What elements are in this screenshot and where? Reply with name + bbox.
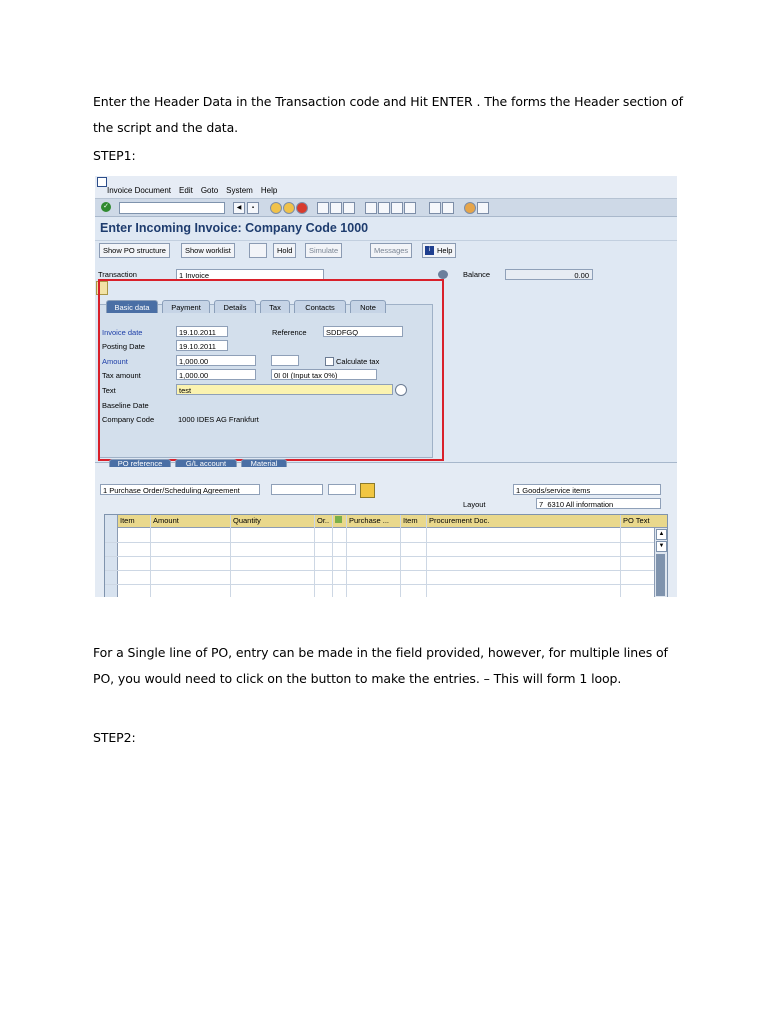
explanation-paragraph: For a Single line of PO, entry can be made in the field provided, however, for multiple lines of PO, you would need to click on the button to make the entries. – This will form 1 loop. [93,645,668,686]
help-button-label: Help [437,246,453,255]
posting-date-label: Posting Date [102,342,145,351]
simulate-button[interactable]: Simulate [305,243,342,258]
col-status[interactable] [332,515,346,527]
table-scrollbar[interactable] [654,528,667,597]
tab-payment[interactable]: Payment [162,300,210,313]
scroll-down-icon[interactable]: ▼ [656,541,667,552]
invoice-date-field[interactable]: 19.10.2011 [176,326,228,337]
col-order-unit[interactable]: Or.. [314,515,332,527]
menu-system[interactable]: System [226,186,253,195]
help-icon[interactable] [464,202,476,214]
messages-button[interactable]: Messages [370,243,412,258]
document-icon[interactable] [97,177,107,187]
menu-invoice-document[interactable]: Invoice Document [107,186,172,195]
table-row[interactable] [105,542,667,557]
layout-select[interactable]: 7_6310 All information [536,498,661,509]
menu-goto[interactable]: Goto [200,186,219,195]
col-quantity[interactable]: Quantity [230,515,314,527]
print-icon[interactable] [317,202,329,214]
text-field[interactable]: test [176,384,393,395]
po-type-select[interactable]: 1 Purchase Order/Scheduling Agreement [100,484,260,495]
sap-screenshot [95,176,677,597]
transaction-select[interactable]: 1 Invoice [176,269,324,280]
standard-toolbar [95,199,677,217]
company-code-value: 1000 IDES AG Frankfurt [178,415,259,424]
intro-paragraph: Enter the Header Data in the Transaction code and Hit ENTER . The forms the Header section of the script and the data. [93,94,683,135]
scroll-up-icon[interactable]: ▲ [656,529,667,540]
menu-items [107,186,277,195]
posting-date-field[interactable]: 19.10.2011 [176,340,228,351]
balance-field: 0.00 [505,269,593,280]
layout-label: Layout [463,500,486,509]
table-row[interactable] [105,570,667,585]
tab-details[interactable]: Details [214,300,256,313]
tab-basic-data[interactable]: Basic data [106,300,158,313]
save-icon[interactable]: ▪ [247,202,259,214]
menu-help[interactable]: Help [260,186,278,195]
last-page-icon[interactable] [404,202,416,214]
step1-heading: STEP1: [93,148,136,163]
balance-status-icon [438,270,448,279]
enter-check-icon[interactable]: ✓ [101,202,111,212]
show-worklist-button[interactable]: Show worklist [181,243,235,258]
new-session-icon[interactable] [429,202,441,214]
multiple-lines-icon[interactable] [360,483,375,498]
step2-heading: STEP2: [93,730,136,745]
transaction-label: Transaction [98,270,137,279]
po-item-field[interactable] [328,484,356,495]
baseline-date-label: Baseline Date [102,401,149,410]
check-status-icon [335,516,342,523]
tax-amount-label: Tax amount [102,371,141,380]
previous-page-icon[interactable] [378,202,390,214]
tab-material[interactable]: Material [241,459,287,467]
tab-gl-account[interactable]: G/L account [175,459,237,467]
next-page-icon[interactable] [391,202,403,214]
menu-edit[interactable]: Edit [179,186,193,195]
company-code-label: Company Code [102,415,155,424]
tab-contacts[interactable]: Contacts [294,300,346,313]
info-icon: i [425,246,434,255]
table-row[interactable] [105,556,667,571]
show-po-structure-button[interactable]: Show PO structure [99,243,170,258]
tab-po-reference[interactable]: PO reference [109,459,171,467]
find-next-icon[interactable] [343,202,355,214]
scroll-thumb[interactable] [656,554,665,596]
col-item2[interactable]: Item [400,515,426,527]
col-item[interactable]: Item [117,515,150,527]
reference-label: Reference [272,328,307,337]
amount-label: Amount [102,357,128,366]
exit-icon[interactable] [283,202,295,214]
back-icon[interactable]: ◀ [233,202,245,214]
highlight-box [98,279,444,461]
amount-field[interactable]: 1,000.00 [176,355,256,366]
balance-label: Balance [463,270,491,279]
table-row[interactable] [105,528,667,543]
text-label: Text [102,386,116,395]
po-number-field[interactable] [271,484,323,495]
tree-icon[interactable] [249,243,267,258]
layout-menu-icon[interactable] [477,202,489,214]
tab-note[interactable]: Note [350,300,386,313]
tax-amount-field[interactable]: 1,000.00 [176,369,256,380]
green-back-icon[interactable] [270,202,282,214]
tab-tax[interactable]: Tax [260,300,290,313]
menu-bar [95,176,677,199]
col-amount[interactable]: Amount [150,515,230,527]
command-field[interactable] [119,202,225,214]
hold-button[interactable]: Hold [273,243,296,258]
col-procurement-doc[interactable]: Procurement Doc. [426,515,620,527]
help-button[interactable] [422,243,456,258]
first-page-icon[interactable] [365,202,377,214]
item-table [104,514,668,597]
goods-items-select[interactable]: 1 Goods/service items [513,484,661,495]
col-purchase-doc[interactable]: Purchase ... [346,515,400,527]
cancel-icon[interactable] [296,202,308,214]
table-row[interactable] [105,584,667,597]
find-icon[interactable] [330,202,342,214]
screen-title: Enter Incoming Invoice: Company Code 1000 [100,221,369,235]
col-po-text[interactable]: PO Text [620,515,654,527]
reference-field[interactable]: SDDFGQ [323,326,403,337]
table-header [105,515,667,528]
tax-code-select[interactable]: 0I 0I (Input tax 0%) [271,369,377,380]
invoice-date-label: Invoice date [102,328,143,337]
shortcut-icon[interactable] [442,202,454,214]
calculate-tax-label: Calculate tax [336,357,380,366]
